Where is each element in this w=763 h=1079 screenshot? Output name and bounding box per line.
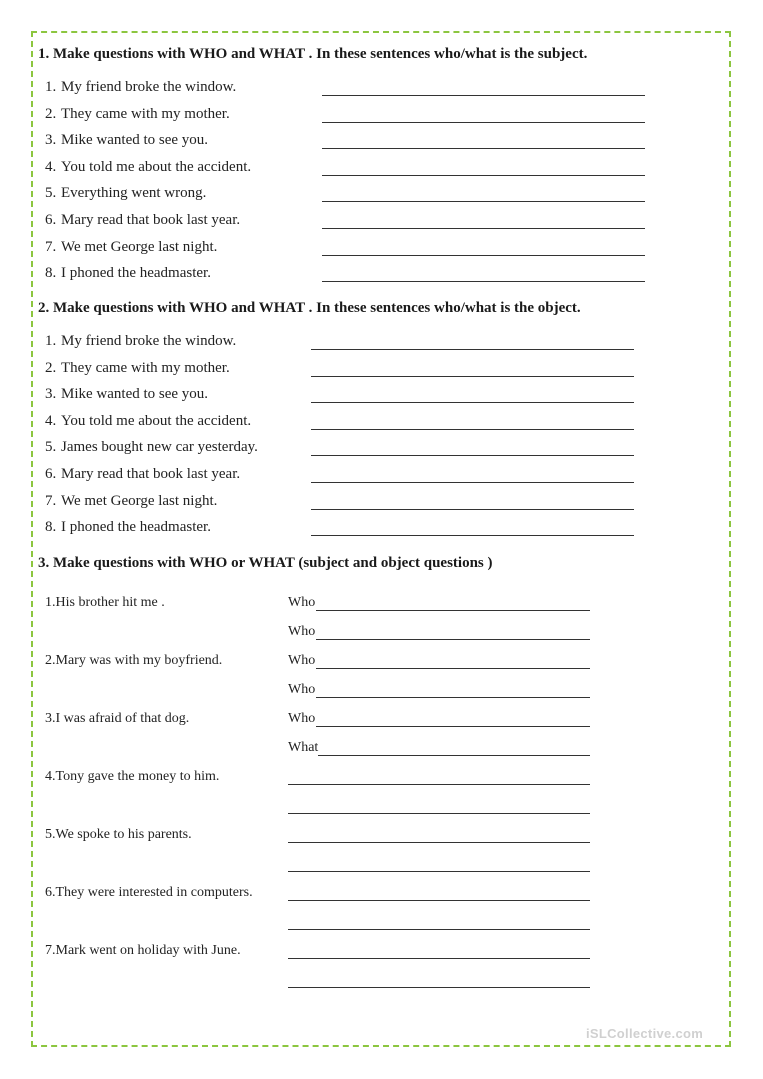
- item-sentence: You told me about the accident.: [61, 412, 252, 429]
- item-number: 4.: [45, 158, 57, 175]
- exercise-sentence: 7.Mark went on holiday with June.: [45, 943, 241, 958]
- exercise-sentence: 5.We spoke to his parents.: [45, 827, 192, 842]
- watermark-logo: iSLCollective.com: [586, 1026, 704, 1041]
- exercise-sentence: 2.Mary was with my boyfriend.: [45, 653, 223, 668]
- question-word: Who: [288, 711, 316, 726]
- answer-line[interactable]: [322, 228, 645, 229]
- item-sentence: Mike wanted to see you.: [61, 132, 209, 149]
- answer-line[interactable]: [288, 871, 590, 872]
- item-sentence: My friend broke the window.: [61, 79, 237, 95]
- item-number: 6.: [45, 466, 57, 482]
- exercise-item: [0, 333, 763, 353]
- answer-line[interactable]: [318, 755, 590, 756]
- exercise-item: [0, 519, 763, 539]
- exercise-item: [0, 493, 763, 513]
- item-number: 3.: [45, 386, 57, 403]
- exercise-item: [0, 265, 763, 285]
- answer-line[interactable]: [316, 668, 590, 669]
- item-number: 2.: [45, 359, 57, 376]
- answer-line[interactable]: [288, 958, 590, 959]
- item-sentence: We met George last night.: [61, 238, 218, 255]
- answer-line[interactable]: [288, 987, 590, 988]
- item-sentence: Mike wanted to see you.: [61, 386, 209, 403]
- answer-line[interactable]: [311, 455, 634, 456]
- item-number: 8.: [45, 519, 57, 536]
- section-2-heading: 2. Make questions with WHO and WHAT . In these sentences who/what is the object.: [38, 300, 581, 316]
- exercise-sentence: 3.I was afraid of that dog.: [45, 711, 190, 726]
- item-number: 2.: [45, 105, 57, 122]
- question-word: What: [288, 740, 319, 755]
- answer-line[interactable]: [311, 535, 634, 536]
- exercise-sentence: 1.His brother hit me .: [45, 595, 165, 610]
- item-number: 1.: [45, 333, 57, 349]
- answer-line[interactable]: [311, 402, 634, 403]
- question-word: Who: [288, 624, 316, 639]
- exercise-item: [0, 360, 763, 380]
- exercise-item: [0, 439, 763, 459]
- answer-line[interactable]: [311, 509, 634, 510]
- item-sentence: I phoned the headmaster.: [61, 519, 211, 536]
- item-number: 6.: [45, 212, 57, 228]
- answer-line[interactable]: [288, 784, 590, 785]
- section-3-heading: 3. Make questions with WHO or WHAT (subject and object questions ): [38, 555, 493, 571]
- item-number: 7.: [45, 238, 57, 255]
- answer-line[interactable]: [288, 929, 590, 930]
- answer-line[interactable]: [288, 842, 590, 843]
- answer-line[interactable]: [288, 900, 590, 901]
- exercise-item: [0, 185, 763, 205]
- item-sentence: We met George last night.: [61, 492, 218, 509]
- exercise-item: [0, 132, 763, 152]
- exercise-sentence: 6.They were interested in computers.: [45, 885, 253, 900]
- answer-line[interactable]: [322, 122, 645, 123]
- item-sentence: My friend broke the window.: [61, 333, 237, 349]
- answer-line[interactable]: [311, 349, 634, 350]
- answer-line[interactable]: [316, 610, 590, 611]
- answer-line[interactable]: [316, 639, 590, 640]
- item-sentence: They came with my mother.: [61, 359, 230, 376]
- answer-line[interactable]: [322, 201, 645, 202]
- item-number: 5.: [45, 185, 57, 202]
- answer-line[interactable]: [322, 175, 645, 176]
- answer-line[interactable]: [322, 95, 645, 96]
- exercise-item: [0, 466, 763, 486]
- item-sentence: James bought new car yesterday.: [61, 439, 258, 456]
- item-sentence: I phoned the headmaster.: [61, 265, 211, 282]
- exercise-item: [0, 106, 763, 126]
- answer-line[interactable]: [322, 148, 645, 149]
- answer-line[interactable]: [322, 255, 645, 256]
- answer-line[interactable]: [316, 697, 590, 698]
- exercise-item: [0, 212, 763, 232]
- exercise-sentence: 4.Tony gave the money to him.: [45, 769, 220, 784]
- item-sentence: They came with my mother.: [61, 105, 230, 122]
- item-number: 5.: [45, 439, 57, 456]
- exercise-item: [0, 79, 763, 99]
- question-word: Who: [288, 653, 316, 668]
- item-number: 8.: [45, 265, 57, 282]
- item-sentence: Everything went wrong.: [61, 185, 207, 202]
- exercise-item: [0, 239, 763, 259]
- exercise-item: [0, 413, 763, 433]
- item-number: 1.: [45, 79, 57, 95]
- item-sentence: Mary read that book last year.: [61, 212, 241, 228]
- item-sentence: You told me about the accident.: [61, 158, 252, 175]
- item-number: 4.: [45, 412, 57, 429]
- exercise-item: [0, 159, 763, 179]
- answer-line[interactable]: [311, 429, 634, 430]
- item-number: 3.: [45, 132, 57, 149]
- answer-line[interactable]: [322, 281, 645, 282]
- answer-line[interactable]: [311, 482, 634, 483]
- item-sentence: Mary read that book last year.: [61, 466, 241, 482]
- answer-line[interactable]: [316, 726, 590, 727]
- exercise-item: [0, 386, 763, 406]
- item-number: 7.: [45, 492, 57, 509]
- answer-line[interactable]: [311, 376, 634, 377]
- question-word: Who: [288, 595, 316, 610]
- answer-line[interactable]: [288, 813, 590, 814]
- question-word: Who: [288, 682, 316, 697]
- section-1-heading: 1. Make questions with WHO and WHAT . In these sentences who/what is the subject.: [38, 46, 588, 62]
